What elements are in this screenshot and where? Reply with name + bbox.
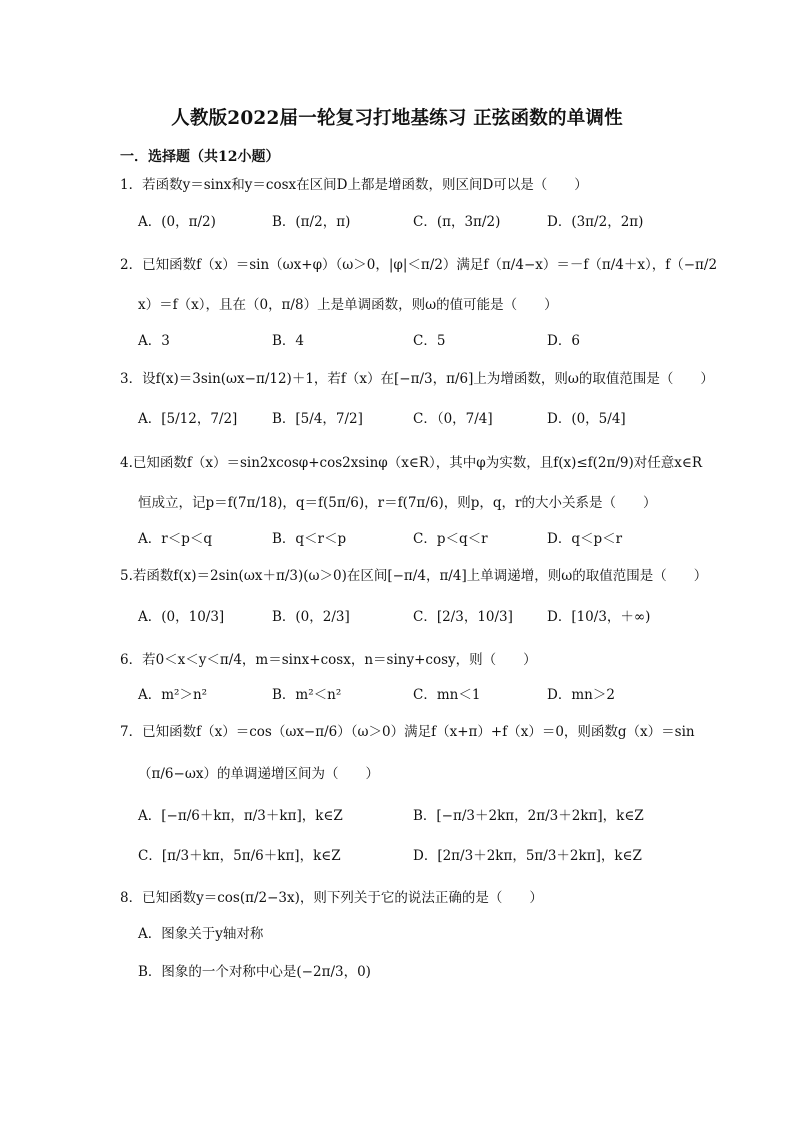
question-1-option-a: A．(0，π/2): [138, 214, 216, 230]
question-2-option-a: A．3: [138, 333, 170, 349]
question-1-option-d: D．(3π/2，2π): [547, 214, 644, 230]
question-1-text: 1．若函数y＝sinx和y＝cosx在区间D上都是增函数，则区间D可以是（ ）: [120, 177, 588, 193]
question-5-option-d: D．[10/3，＋∞): [547, 609, 651, 625]
question-8-option-a: A．图象关于y轴对称: [138, 926, 264, 942]
question-4-option-b: B．q＜r＜p: [272, 531, 347, 547]
question-2-option-b: B．4: [272, 333, 305, 349]
question-4-text-line-2: 恒成立，记p＝f(7π/18)，q＝f(5π/6)，r＝f(7π/6)，则p，q，r的大小关系是（ ）: [138, 495, 657, 511]
question-6-option-d: D．mn＞2: [547, 687, 615, 703]
page-title: 人教版2022届一轮复习打地基练习 正弦函数的单调性: [171, 108, 623, 129]
question-7-option-d: D．[2π/3＋2kπ，5π/3＋2kπ]，k∈Z: [413, 848, 642, 864]
question-7-option-a: A．[−π/6＋kπ，π/3＋kπ]，k∈Z: [138, 808, 343, 824]
question-7-text-line-1: 7．已知函数f（x）＝cos（ωx−π/6）（ω＞0）满足f（x+π）+f（x）＝0，则函数g（x）＝sin: [120, 724, 695, 740]
question-6-option-a: A．m²＞n²: [138, 687, 208, 703]
question-1-option-b: B．(π/2，π): [272, 214, 351, 230]
question-8-text: 8．已知函数y＝cos(π/2−3x)，则下列关于它的说法正确的是（ ）: [120, 890, 543, 906]
question-6-option-b: B．m²＜n²: [272, 687, 342, 703]
section-heading: 一．选择题（共12小题）: [120, 149, 280, 165]
question-2-text-line-2: x）＝f（x），且在（0，π/8）上是单调函数，则ω的值可能是（ ）: [138, 297, 558, 313]
question-4-option-c: C．p＜q＜r: [413, 531, 488, 547]
question-2-text-line-1: 2．已知函数f（x）＝sin（ωx+φ）（ω＞0，|φ|＜π/2）满足f（π/4−x）＝－f（π/4＋x），f（−π/2: [120, 257, 718, 273]
question-5-option-a: A．(0，10/3]: [138, 609, 225, 625]
question-2-option-d: D．6: [547, 333, 580, 349]
question-5-text: 5.若函数f(x)＝2sin(ωx＋π/3)(ω＞0)在区间[−π/4，π/4]上单调递增，则ω的取值范围是（ ）: [120, 568, 708, 584]
question-8-option-b: B．图象的一个对称中心是(−2π/3，0): [138, 964, 371, 980]
question-3-option-a: A．[5/12，7/2]: [138, 411, 238, 427]
question-4-option-a: A．r＜p＜q: [138, 531, 212, 547]
question-5-option-c: C．[2/3，10/3]: [413, 609, 513, 625]
question-7-option-b: B．[−π/3＋2kπ，2π/3＋2kπ]，k∈Z: [413, 808, 644, 824]
question-3-option-d: D．(0，5/4]: [547, 411, 626, 427]
question-3-option-c: C．（0，7/4]: [413, 411, 493, 427]
question-7-text-line-2: （π/6−ωx）的单调递增区间为（ ）: [138, 766, 379, 782]
question-4-text-line-1: 4.已知函数f（x）＝sin2xcosφ+cos2xsinφ（x∈R），其中φ为实数，且f(x)≤f(2π/9)对任意x∈R: [120, 455, 703, 471]
question-4-option-d: D．q＜p＜r: [547, 531, 623, 547]
question-6-text: 6．若0＜x＜y＜π/4，m＝sinx+cosx，n＝siny+cosy，则（ ）: [120, 652, 537, 668]
question-5-option-b: B．(0，2/3]: [272, 609, 350, 625]
question-1-option-c: C．(π，3π/2): [413, 214, 501, 230]
question-7-option-c: C．[π/3＋kπ，5π/6＋kπ]，k∈Z: [138, 848, 341, 864]
question-3-text: 3．设f(x)＝3sin(ωx−π/12)＋1，若f（x）在[−π/3，π/6]上为增函数，则ω的取值范围是（ ）: [120, 371, 714, 387]
question-3-option-b: B．[5/4，7/2]: [272, 411, 363, 427]
question-2-option-c: C．5: [413, 333, 446, 349]
question-6-option-c: C．mn＜1: [413, 687, 481, 703]
